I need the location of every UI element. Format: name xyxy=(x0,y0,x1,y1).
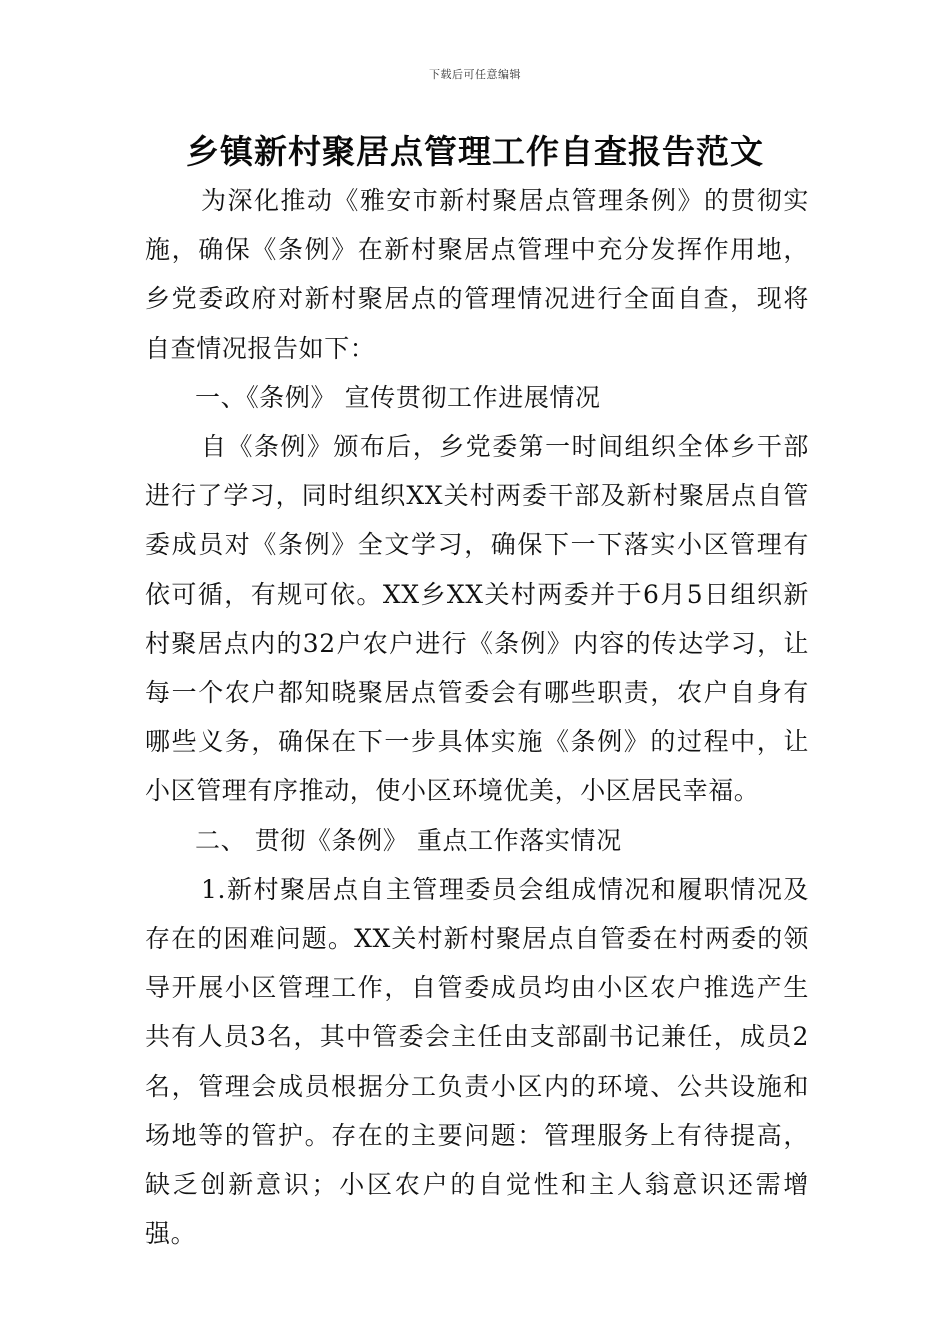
intro-paragraph: 为深化推动《雅安市新村聚居点管理条例》的贯彻实施，确保《条例》在新村聚居点管理中充分发挥作用地，乡党委政府对新村聚居点的管理情况进行全面自查，现将自查情况报告如下： xyxy=(145,186,809,363)
section-1-heading: 一、《条例》 宣传贯彻工作进展情况 xyxy=(195,382,601,412)
document-body xyxy=(145,176,809,1258)
header-note: 下载后可任意编辑 xyxy=(429,68,521,81)
section-2-heading: 二、 贯彻《条例》 重点工作落实情况 xyxy=(195,825,622,855)
section-1-paragraph: 自《条例》颁布后，乡党委第一时间组织全体乡干部进行了学习，同时组织XX关村两委干部及新村聚居点自管委成员对《条例》全文学习，确保下一下落实小区管理有依可循，有规可依。XX乡XX关村两委并于6月5日组织新村聚居点内的32户农户进行《条例》内容的传达学习，让每一个农户都知晓聚居点管委会有哪些职责，农户自身有哪些义务，确保在下一步具体实施《条例》的过程中，让小区管理有序推动，使小区环境优美，小区居民幸福。 xyxy=(145,432,809,806)
document-title: 乡镇新村聚居点管理工作自查报告范文 xyxy=(186,132,764,171)
section-2-paragraph: 1.新村聚居点自主管理委员会组成情况和履职情况及存在的困难问题。XX关村新村聚居点自管委在村两委的领导开展小区管理工作，自管委成员均由小区农户推选产生共有人员3名，其中管委会主任由支部副书记兼任，成员2名，管理会成员根据分工负责小区内的环境、公共设施和场地等的管护。存在的主要问题：管理服务上有待提高，缺乏创新意识；小区农户的自觉性和主人翁意识还需增强。 xyxy=(145,874,809,1249)
